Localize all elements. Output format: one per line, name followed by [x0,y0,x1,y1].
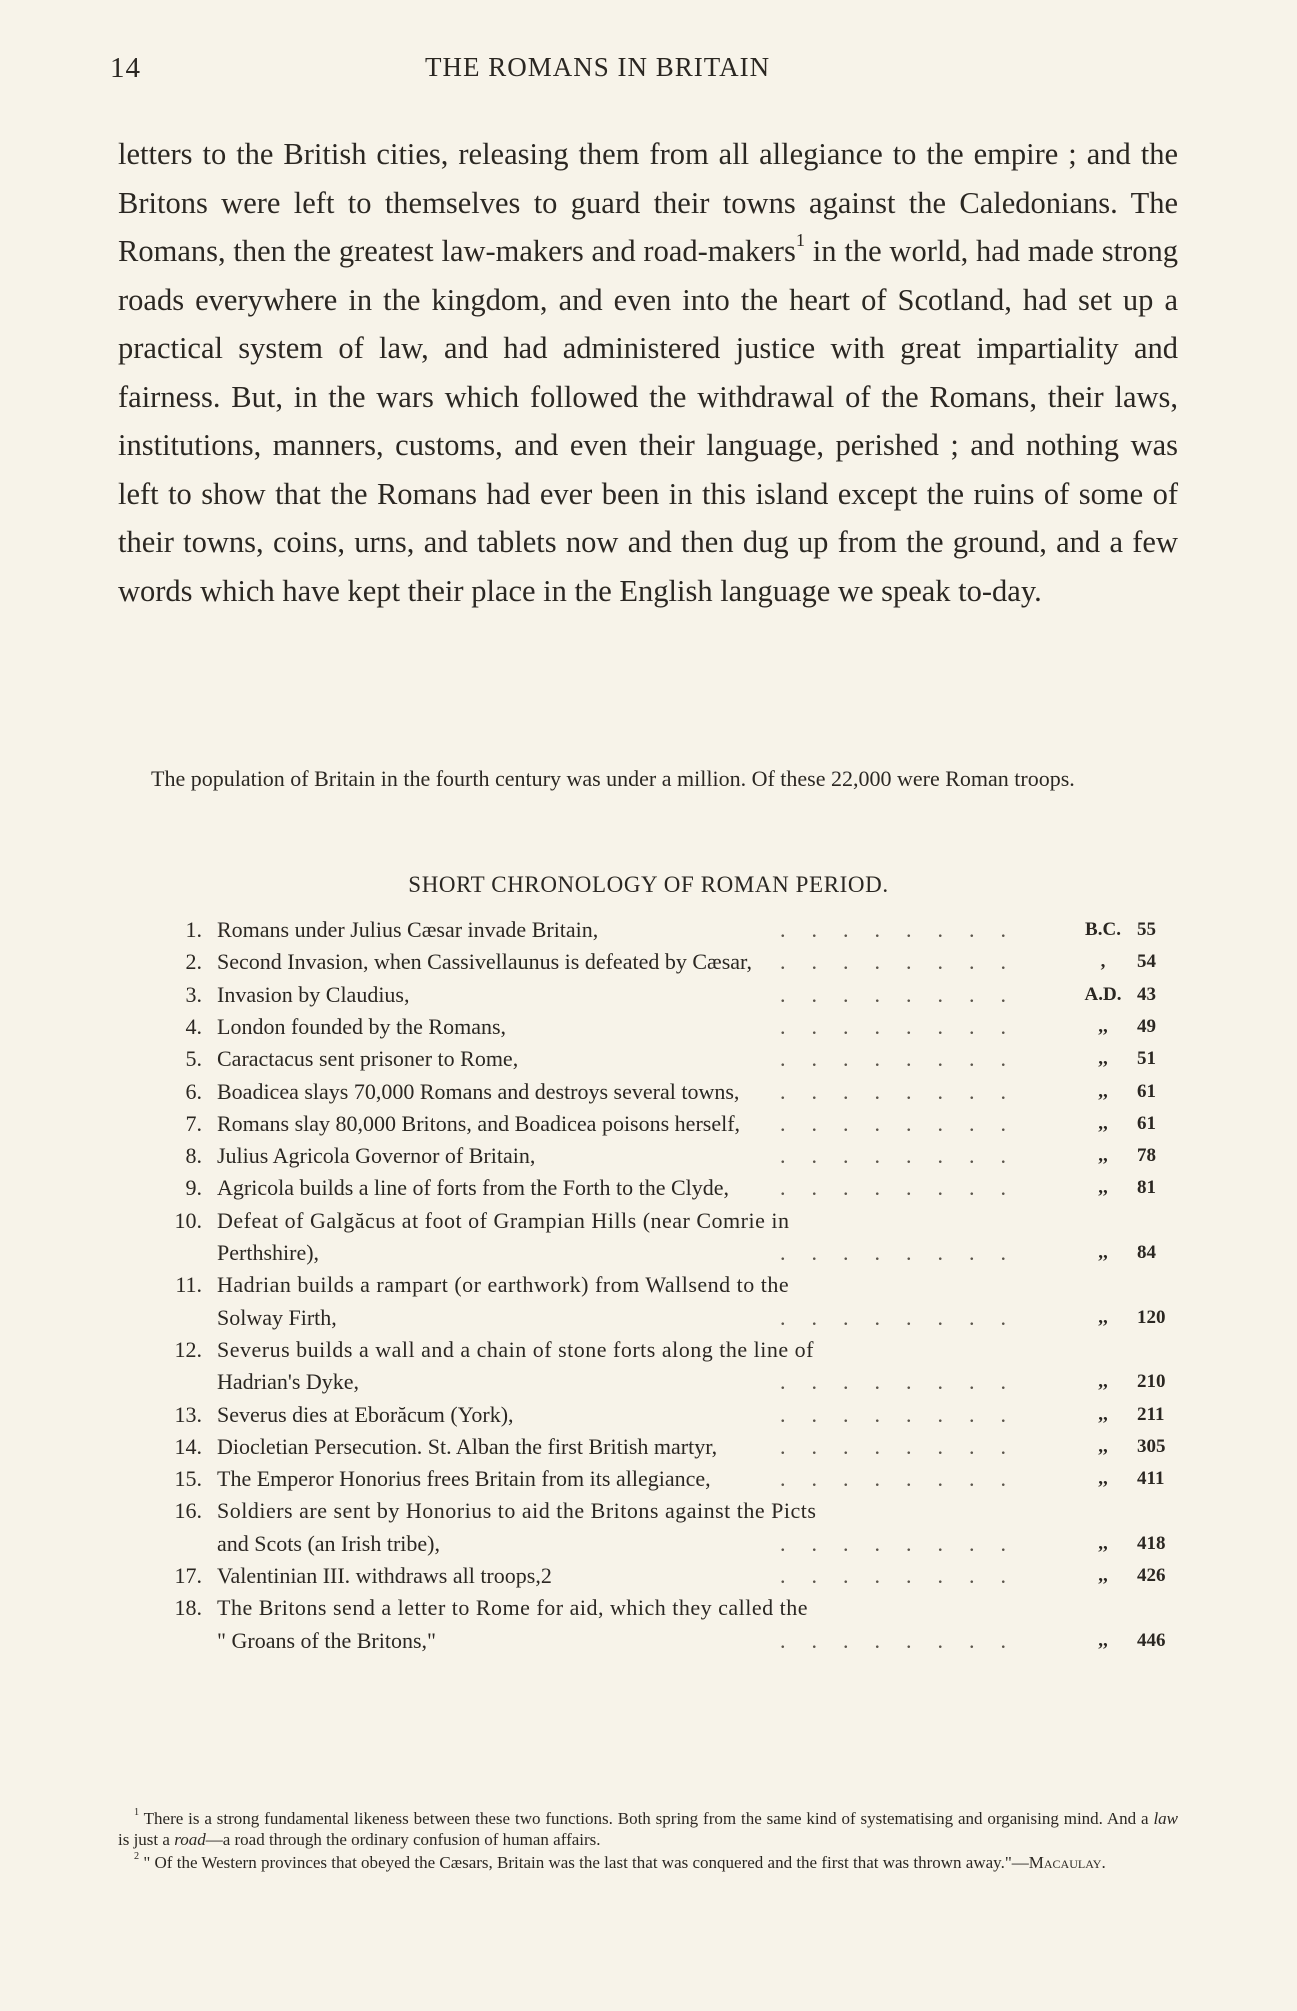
entry-year: 305 [1137,1435,1166,1457]
footnote-2-marker: 2 [134,1851,140,1863]
entry-era: ,, [1098,1306,1108,1328]
leader-dots: ........ [780,1627,1032,1653]
entry-year: 120 [1137,1306,1166,1328]
entry-year: 78 [1137,1145,1156,1167]
entry-text: Romans under Julius Cæsar invade Britain, [217,917,599,942]
footnote-1-road: road [174,1830,206,1849]
footnote-2-author: Macaulay. [1028,1853,1106,1872]
population-note [118,762,1178,796]
chronology-entry [180,1014,1180,1046]
chronology-entry [175,1272,1180,1337]
entry-era: ,, [1098,1015,1108,1037]
chronology-entry [174,1336,1180,1402]
entry-era: ,, [1098,1532,1108,1554]
entry-year: 210 [1137,1371,1166,1393]
entry-year: 211 [1137,1403,1165,1425]
chronology-entry [174,1401,1180,1434]
entry-year: 418 [1137,1532,1166,1554]
entry-number: 3. [185,981,202,1007]
leader-dots: ........ [780,1239,1032,1265]
entry-number: 10. [174,1207,202,1233]
chronology-entry [174,1498,1180,1563]
entry-text: Boadicea slays 70,000 Romans and destroys several towns, [217,1078,740,1104]
entry-text: Diocletian Persecution. St. Alban the first British martyr, [217,1433,718,1459]
entry-year: 51 [1137,1048,1156,1070]
leader-dots: ........ [780,1078,1032,1104]
entry-number: 7. [185,1110,202,1136]
footnote-marker-1[interactable]: 1 [795,230,805,251]
footnote-1 [118,1808,1178,1850]
entry-text: " Groans of the Britons," [217,1627,436,1653]
chronology-entry [180,949,1180,981]
entry-era: B.C. [1085,919,1121,940]
entry-text: Caractacus sent prisoner to Rome, [217,1046,519,1072]
entry-text: Julius Agricola Governor of Britain, [217,1143,536,1169]
entry-number: 17. [174,1563,202,1588]
chronology-entry [174,1563,1180,1595]
entry-year: 411 [1137,1468,1165,1490]
entry-text: London founded by the Romans, [217,1013,507,1039]
entry-year: 55 [1137,919,1156,940]
chronology-entry [174,1207,1180,1273]
entry-text: Romans slay 80,000 Britons, and Boadicea poisons herself, [217,1110,741,1136]
entry-text: Second Invasion, when Cassivellaunus is defeated by Cæsar, [217,949,752,975]
entry-text: Invasion by Claudius, [217,981,410,1007]
entry-text: Perthshire), [217,1239,320,1265]
entry-era: ,, [1098,1435,1108,1457]
entry-number: 15. [174,1466,202,1492]
chronology-entry [174,1595,1180,1660]
leader-dots: ........ [780,1143,1032,1169]
leader-dots: ........ [780,1013,1032,1039]
entry-era: ,, [1098,1241,1108,1263]
entry-era: ,, [1098,1403,1108,1425]
entry-number: 1. [185,917,202,942]
chronology-entry [180,982,1180,1014]
entry-number: 5. [185,1046,202,1072]
entry-era: ,, [1098,1145,1108,1167]
entry-text: The Britons send a letter to Rome for aid, which they called the [217,1595,809,1621]
leader-dots: ........ [780,917,1032,942]
chronology-entry [180,1046,1180,1078]
entry-text: Defeat of Galgăcus at foot of Grampian Hills (near Comrie in [217,1207,790,1233]
chronology-entry [180,1143,1180,1175]
entry-text: Agricola builds a line of forts from the Forth to the Clyde, [217,1175,730,1201]
entry-year: 81 [1137,1177,1156,1199]
body-paragraph [118,130,1178,615]
entry-era: , [1100,951,1106,973]
leader-dots: ........ [780,1530,1032,1556]
entry-text: Severus builds a wall and a chain of stone forts along the line of [217,1336,814,1362]
entry-era: ,, [1098,1080,1108,1102]
entry-number: 9. [185,1175,202,1201]
entry-year: 426 [1137,1565,1166,1586]
entry-era: ,, [1098,1177,1108,1199]
leader-dots: ........ [780,1175,1032,1201]
leader-dots: ........ [780,1304,1032,1330]
chronology-entry [180,917,1180,949]
leader-dots: ........ [780,1563,1032,1588]
entry-era: ,, [1098,1371,1108,1393]
entry-era: ,, [1098,1629,1108,1651]
entry-text: The Emperor Honorius frees Britain from its allegiance, [217,1466,711,1492]
paragraph-text-cont: in the world, had made strong roads everywhere in the kingdom, and even into the heart of Scotland, had set up a practical system of law, and had administered justice with great impartiality and fairness. But, in the wars which followed the withdrawal of the Romans, their laws, institutions, manners, customs, and even their language, perished ; and nothing was left to show that the Romans had ever been in this island except the ruins of some of their towns, coins, urns, and tablets now and then dug up from the ground, and a few words which have kept their place in the English language we speak to-day. [118,234,1178,608]
leader-dots: ........ [780,1466,1032,1492]
leader-dots: ........ [780,1046,1032,1072]
entry-number: 6. [185,1078,202,1104]
footnote-1-marker: 1 [134,1807,140,1819]
entry-year: 43 [1137,983,1156,1005]
entry-number: 12. [174,1336,202,1362]
entry-era: ,, [1098,1112,1108,1134]
footnote-2 [118,1852,1178,1873]
leader-dots: ........ [780,1433,1032,1459]
entry-number: 11. [175,1272,202,1298]
chronology-entry [180,1111,1180,1143]
entry-year: 61 [1137,1080,1156,1102]
entry-year: 49 [1137,1015,1156,1037]
chronology-entry [174,1466,1180,1498]
entry-year: 54 [1137,951,1156,973]
chronology-title: SHORT CHRONOLOGY OF ROMAN PERIOD. [408,872,889,897]
chronology-entry [174,1433,1180,1466]
note-text: The population of Britain in the fourth century was under a million. Of these 22,000 were Roman troops. [151,766,1075,791]
entry-text: Soldiers are sent by Honorius to aid the Britons against the Picts [217,1498,817,1524]
paragraph-text: letters to the British cities, releasing them from all allegiance to the empire ; and the Britons were left to themselves to guard their towns against the Caledonians. The Romans, then the greatest law-makers and road-makers [118,137,1178,268]
chronology-entry [180,1079,1180,1111]
entry-era: ,, [1098,1565,1108,1586]
footnote-1-text-b: is just a [118,1830,175,1849]
entry-text: Solway Firth, [217,1304,337,1330]
entry-number: 13. [174,1401,202,1427]
footnote-2-text: " Of the Western provinces that obeyed the Cæsars, Britain was the last that was conquered and the first that was thrown away."— [139,1853,1029,1872]
leader-dots: ........ [780,949,1032,975]
entry-number: 14. [174,1433,202,1459]
entry-era: A.D. [1084,983,1122,1005]
footnote-1-text-c: —a road through the ordinary confusion of human affairs. [205,1830,601,1849]
leader-dots: ........ [780,1369,1032,1395]
entry-era: ,, [1098,1468,1108,1490]
entry-era: ,, [1098,1048,1108,1070]
entry-text: Severus dies at Eborăcum (York), [217,1401,514,1427]
entry-text: Valentinian III. withdraws all troops,2 [217,1563,552,1588]
leader-dots: ........ [780,1110,1032,1136]
entry-number: 2. [185,949,202,975]
entry-number: 18. [174,1595,202,1621]
entry-number: 16. [174,1498,202,1524]
entry-text: and Scots (an Irish tribe), [217,1530,440,1556]
leader-dots: ........ [780,981,1032,1007]
entry-number: 4. [185,1013,202,1039]
page-number: 14 [110,52,141,84]
footnote-1-law: law [1153,1809,1178,1828]
entry-year: 446 [1137,1629,1166,1651]
leader-dots: ........ [780,1401,1032,1427]
entry-text: Hadrian builds a rampart (or earthwork) from Wallsend to the [217,1272,790,1298]
chronology-entry [180,1175,1180,1207]
entry-number: 8. [185,1143,202,1169]
entry-year: 84 [1137,1241,1156,1263]
footnotes [118,1808,1178,1875]
running-title: THE ROMANS IN BRITAIN [425,52,771,82]
entry-text: Hadrian's Dyke, [217,1369,360,1395]
footnote-1-text: There is a strong fundamental likeness between these two functions. Both spring from the same kind of systematising and organising mind. And a [139,1809,1154,1828]
entry-year: 61 [1137,1112,1156,1134]
